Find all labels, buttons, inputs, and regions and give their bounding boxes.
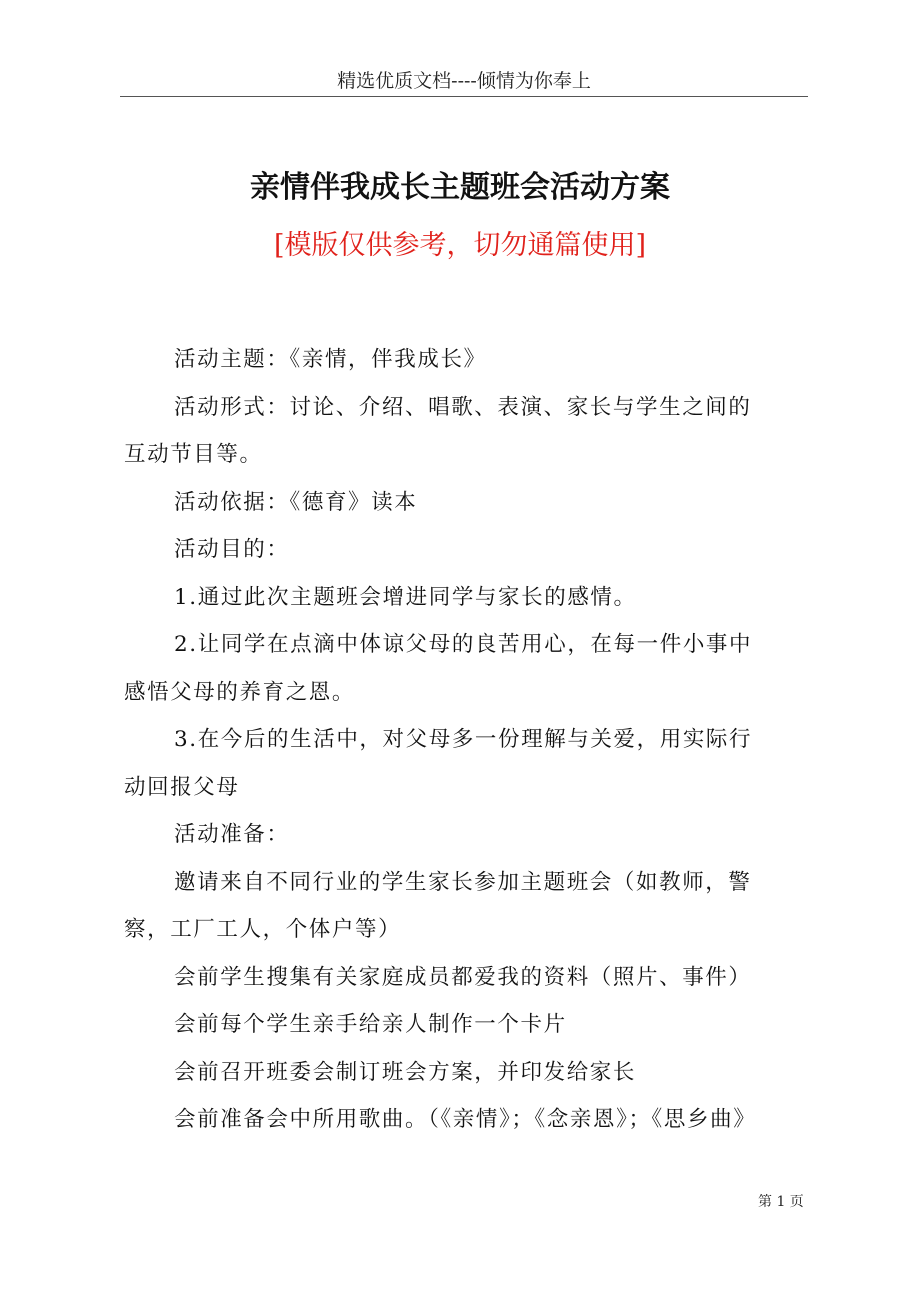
text-line: 活动主题：《亲情，伴我成长》	[174, 347, 487, 372]
document-title: 亲情伴我成长主题班会活动方案	[250, 170, 670, 205]
text-line: 互动节目等。	[124, 442, 263, 467]
text-line: 会前准备会中所用歌曲。（《亲情》；《念亲恩》；《思乡曲》	[174, 1107, 757, 1132]
text-line: 感悟父母的养育之恩。	[124, 679, 356, 705]
header-text: 精选优质文档----倾情为你奉上	[337, 70, 591, 92]
document-subtitle: [模版仅供参考，切勿通篇使用]	[273, 230, 647, 261]
text-line: 活动形式：讨论、介绍、唱歌、表演、家长与学生之间的	[174, 394, 752, 420]
text-line: 会前召开班委会制订班会方案，并印发给家长	[174, 1059, 637, 1085]
page-number: 第 1 页	[758, 1194, 804, 1210]
text-line: 1.通过此次主题班会增进同学与家长的感情。	[174, 584, 637, 610]
text-line: 会前每个学生亲手给亲人制作一个卡片	[174, 1012, 567, 1037]
text-line: 邀请来自不同行业的学生家长参加主题班会（如教师，警	[174, 869, 752, 895]
text-line: 动回报父母	[124, 774, 240, 800]
text-line: 2.让同学在点滴中体谅父母的良苦用心，在每一件小事中	[174, 632, 753, 657]
text-line: 活动目的：	[174, 537, 290, 562]
text-line: 会前学生搜集有关家庭成员都爱我的资料（照片、事件）	[174, 964, 752, 990]
text-line: 3.在今后的生活中，对父母多一份理解与关爱，用实际行	[174, 727, 753, 752]
document-body	[124, 336, 804, 1144]
text-line: 活动准备：	[174, 822, 290, 847]
page-header	[120, 66, 808, 97]
text-line: 察，工厂工人，个体户等）	[124, 917, 402, 942]
text-line: 活动依据：《德育》读本	[174, 489, 418, 515]
